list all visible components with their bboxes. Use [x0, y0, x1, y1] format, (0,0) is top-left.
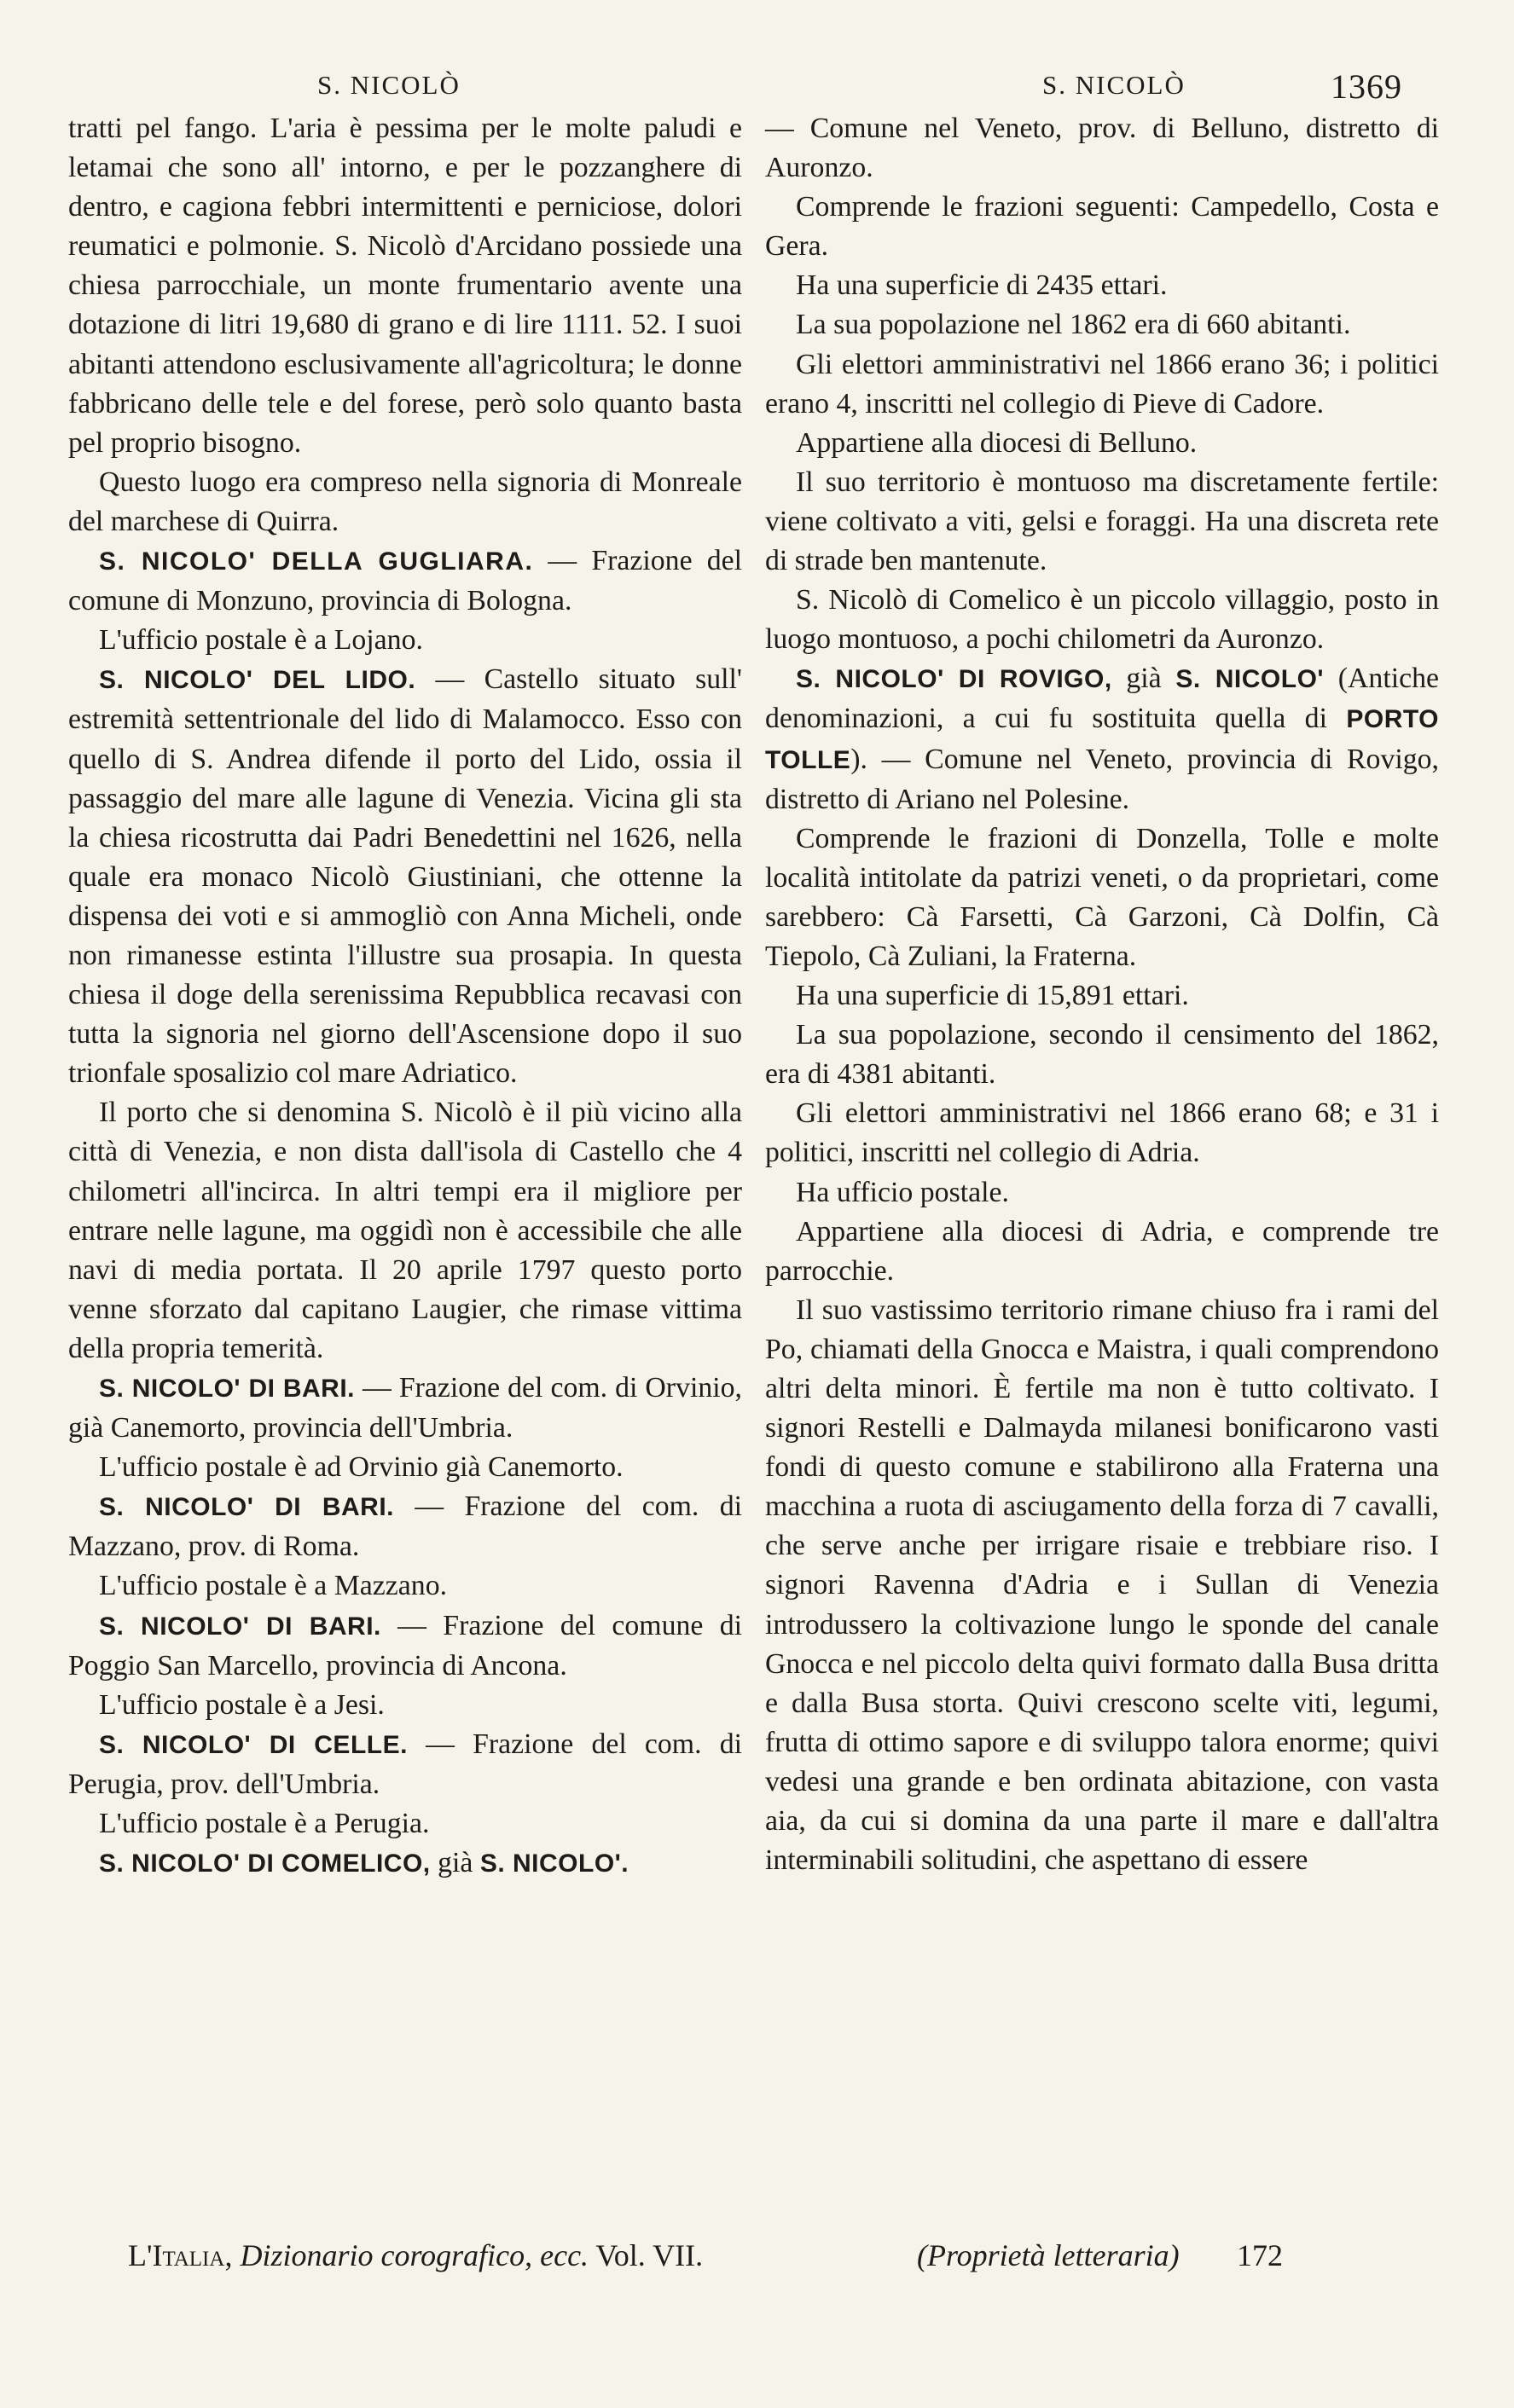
entry-text: — Frazione del com. di Orvinio, già Canemorto, provincia dell'Umbria.	[68, 1372, 742, 1444]
entry-text: (Antiche denominazioni, a cui fu sostituita quella di	[765, 663, 1439, 735]
paragraph: Ha una superficie di 2435 ettari.	[796, 269, 1168, 302]
paragraph: Il suo territorio è montuoso ma discretamente fertile: viene coltivato a viti, gelsi e foraggi. Ha una discreta rete di strade ben mantenute.	[765, 466, 1439, 577]
entry	[765, 659, 1439, 819]
paragraph: Gli elettori amministrativi nel 1866 erano 68; e 31 i politici, inscritti nel collegio di Adria.	[765, 1097, 1439, 1169]
entry-text: — Castello situato sull' estremità settentrionale del lido di Malamocco. Esso con quello di S. Andrea difende il porto del Lido, ossia il passaggio del mare alle lagune di Venezia. Vicina gli sta la chiesa ricostrutta dai Padri Benedettini nel 1626, nella quale era monaco Nicolò Giustiniani, che ottenne la dispensa dei voti e si ammogliò con Anna Micheli, onde non rimanesse estinta l'illustre sua prosapia. In questa chiesa il doge della serenissima Repubblica recavasi con tutta la signoria nel giorno dell'Ascensione dopo il suo trionfale sposalizio col mare Adriatico.	[68, 663, 742, 1090]
running-head-right: S. NICOLÒ	[1042, 70, 1186, 100]
entry-heading: PORTO TOLLE	[765, 705, 1439, 774]
entry	[68, 1487, 742, 1566]
entry	[68, 1725, 742, 1804]
footer-work-title: Dizionario corografico, ecc.	[240, 2238, 589, 2272]
entry	[68, 1606, 742, 1686]
paragraph: Appartiene alla diocesi di Adria, e comprende tre parrocchie.	[765, 1215, 1439, 1287]
entry-text: ). — Comune nel Veneto, provincia di Rovigo, distretto di Ariano nel Polesine.	[765, 743, 1439, 815]
entry	[68, 541, 742, 621]
paragraph: Comprende le frazioni di Donzella, Tolle e molte località intitolate da patrizi veneti, o da proprietari, come sarebbero: Cà Farsetti, Cà Garzoni, Cà Dolfin, Cà Tiepolo, Cà Zuliani, la Fraterna.	[765, 822, 1439, 972]
entry-heading: S. NICOLO' DI ROVIGO,	[796, 665, 1112, 694]
entry-heading: S. NICOLO' DI BARI.	[99, 1493, 395, 1522]
entry-heading: S. NICOLO' DI BARI.	[99, 1612, 381, 1641]
paragraph: L'ufficio postale è a Jesi.	[99, 1688, 385, 1721]
entry-heading: S. NICOLO' DI COMELICO,	[99, 1849, 431, 1878]
entry-text: già	[1111, 663, 1176, 695]
entry-heading: S. NICOLO'.	[479, 1849, 629, 1878]
paragraph: Il porto che si denomina S. Nicolò è il più vicino alla città di Venezia, e non dista dall'isola di Castello che 4 chilometri all'incirca. In altri tempi era il migliore per entrare nelle lagune, ma oggidì non è accessibile che alle navi di media portata. Il 20 aprile 1797 questo porto venne sforzato dal capitano Laugier, che rimase vittima della propria temerità.	[68, 1097, 742, 1364]
paragraph: Il suo vastissimo territorio rimane chiuso fra i rami del Po, chiamati della Gnocca e Maistra, i quali comprendono altri delta minori. È fertile ma non è tutto coltivato. I signori Restelli e Dalmayda milanesi bonificarono vasti fondi di questo comune e stabilirono alla Fraterna una macchina a ruota di asciugamento della forza di 7 cavalli, che serve anche per irrigare risaie e trebbiare riso. I signori Ravenna d'Adria e i Sullan di Venezia introdussero la coltivazione lungo le sponde del canale Gnocca e nel piccolo delta quivi formato dalla Busa dritta e dalla Busa storta. Quivi crescono scelte viti, legumi, frutta di ottimo sapore e di sviluppo talora enorme; quivi vedesi una grande e ben ordinata abitazione, con vasta aia, da cui si domina da una parte il mare e dall'altra interminabili solitudini, che aspettano di essere	[765, 1294, 1439, 1877]
left-column	[68, 109, 742, 1884]
entry	[68, 1844, 742, 1884]
running-head-left: S. NICOLÒ	[317, 70, 461, 100]
paragraph: L'ufficio postale è a Perugia.	[99, 1808, 430, 1840]
paragraph: Ha una superficie di 15,891 ettari.	[796, 980, 1189, 1012]
entry-text: — Frazione del comune di Poggio San Marcello, provincia di Ancona.	[68, 1609, 742, 1682]
footer-rights: (Proprietà letteraria)	[917, 2238, 1180, 2272]
entry-heading: S. NICOLO' DELLA GUGLIARA.	[99, 547, 534, 576]
paragraph: Questo luogo era compreso nella signoria di Monreale del marchese di Quirra.	[68, 466, 742, 537]
paragraph: S. Nicolò di Comelico è un piccolo villaggio, posto in luogo montuoso, a pochi chilometri da Auronzo.	[765, 584, 1439, 656]
paragraph: Gli elettori amministrativi nel 1866 erano 36; i politici erano 4, inscritti nel collegio di Pieve di Cadore.	[765, 348, 1439, 420]
paragraph: Ha ufficio postale.	[796, 1176, 1009, 1208]
paragraph: Appartiene alla diocesi di Belluno.	[796, 426, 1198, 459]
entry-text: — Frazione del com. di Perugia, prov. dell'Umbria.	[68, 1728, 742, 1800]
entry-text: — Frazione del com. di Mazzano, prov. di Roma.	[68, 1491, 743, 1563]
entry	[68, 660, 742, 1093]
right-column	[765, 109, 1439, 1880]
entry	[68, 1369, 742, 1448]
entry-heading: S. NICOLO' DEL LIDO.	[99, 666, 416, 695]
entry-heading: S. NICOLO' DI CELLE.	[99, 1730, 408, 1759]
entry-heading: S. NICOLO' DI BARI.	[99, 1375, 356, 1403]
footer-volume: Vol. VII.	[595, 2238, 704, 2272]
page-number: 1369	[1331, 67, 1402, 106]
paragraph: La sua popolazione, secondo il censimento del 1862, era di 4381 abitanti.	[765, 1019, 1439, 1091]
footer-work-prefix: L'Italia,	[128, 2238, 233, 2272]
paragraph: L'ufficio postale è a Mazzano.	[99, 1570, 448, 1602]
page-footer	[128, 2237, 1365, 2273]
footer-signature: 172	[1237, 2238, 1283, 2272]
entry-heading: S. NICOLO'	[1175, 665, 1325, 694]
paragraph: Comprende le frazioni seguenti: Campedello, Costa e Gera.	[765, 191, 1439, 263]
entry-text: già	[430, 1847, 480, 1879]
paragraph: tratti pel fango. L'aria è pessima per le molte paludi e letamai che sono all' intorno, e per le pozzanghere di dentro, e cagiona febbri intermittenti e perniciose, dolori reumatici e polmonie. S. Nicolò d'Arcidano possiede una chiesa parrocchiale, un monte frumentario avente una dotazione di litri 19,680 di grano e di lire 1111. 52. I suoi abitanti attendono esclusivamente all'agricoltura; le donne fabbricano delle tele e del forese, però solo quanto basta pel proprio bisogno.	[68, 113, 742, 459]
paragraph: L'ufficio postale è a Lojano.	[99, 624, 423, 657]
paragraph: L'ufficio postale è ad Orvinio già Canemorto.	[99, 1451, 624, 1484]
paragraph: La sua popolazione nel 1862 era di 660 abitanti.	[796, 309, 1351, 341]
paragraph: — Comune nel Veneto, prov. di Belluno, distretto di Auronzo.	[765, 113, 1439, 184]
entry-text: — Frazione del comune di Monzuno, provincia di Bologna.	[68, 545, 742, 617]
